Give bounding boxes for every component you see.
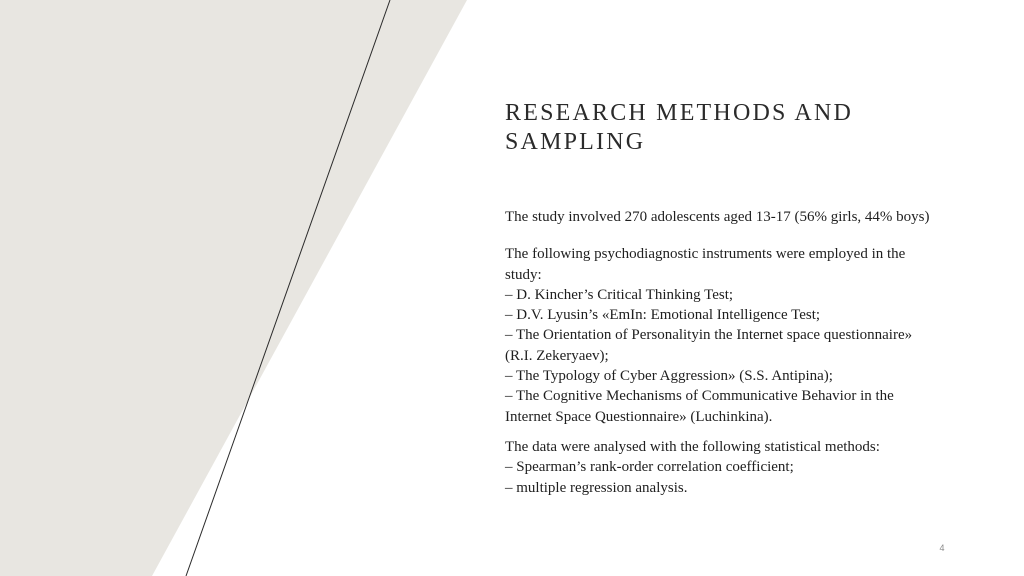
text-line: The following psychodiagnostic instruments were employed in the	[505, 246, 906, 263]
instrument-item: – The Orientation of Personalityin the Internet space questionnaire»	[505, 327, 913, 344]
instrument-item: – D. Kincher’s Critical Thinking Test;	[505, 286, 734, 303]
instruments-paragraph	[505, 244, 1000, 427]
text-line: (R.I. Zekeryaev);	[505, 347, 609, 364]
page-number: 4	[939, 543, 945, 553]
text-line: The data were analysed with the following statistical methods:	[505, 438, 880, 455]
study-sample-text: The study involved 270 adolescents aged 13-17 (56% girls, 44% boys)	[505, 209, 930, 225]
decorative-gray-panel	[0, 0, 467, 576]
statistics-item: – multiple regression analysis.	[505, 479, 688, 496]
slide-body	[505, 207, 1000, 498]
text-line: study:	[505, 266, 542, 283]
statistics-paragraph	[505, 437, 1000, 498]
title-line: RESEARCH METHODS AND	[505, 100, 854, 126]
instrument-item: – The Typology of Cyber Aggression» (S.S. Antipina);	[505, 368, 833, 385]
instrument-item: – D.V. Lyusin’s «EmIn: Emotional Intelligence Test;	[505, 307, 821, 324]
statistics-item: – Spearman’s rank-order correlation coefficient;	[505, 459, 794, 476]
text-line: Internet Space Questionnaire» (Luchinkina).	[505, 408, 773, 425]
title-line: SAMPLING	[505, 129, 646, 155]
slide-title	[505, 99, 985, 157]
instrument-item: – The Cognitive Mechanisms of Communicative Behavior in the	[505, 388, 894, 405]
